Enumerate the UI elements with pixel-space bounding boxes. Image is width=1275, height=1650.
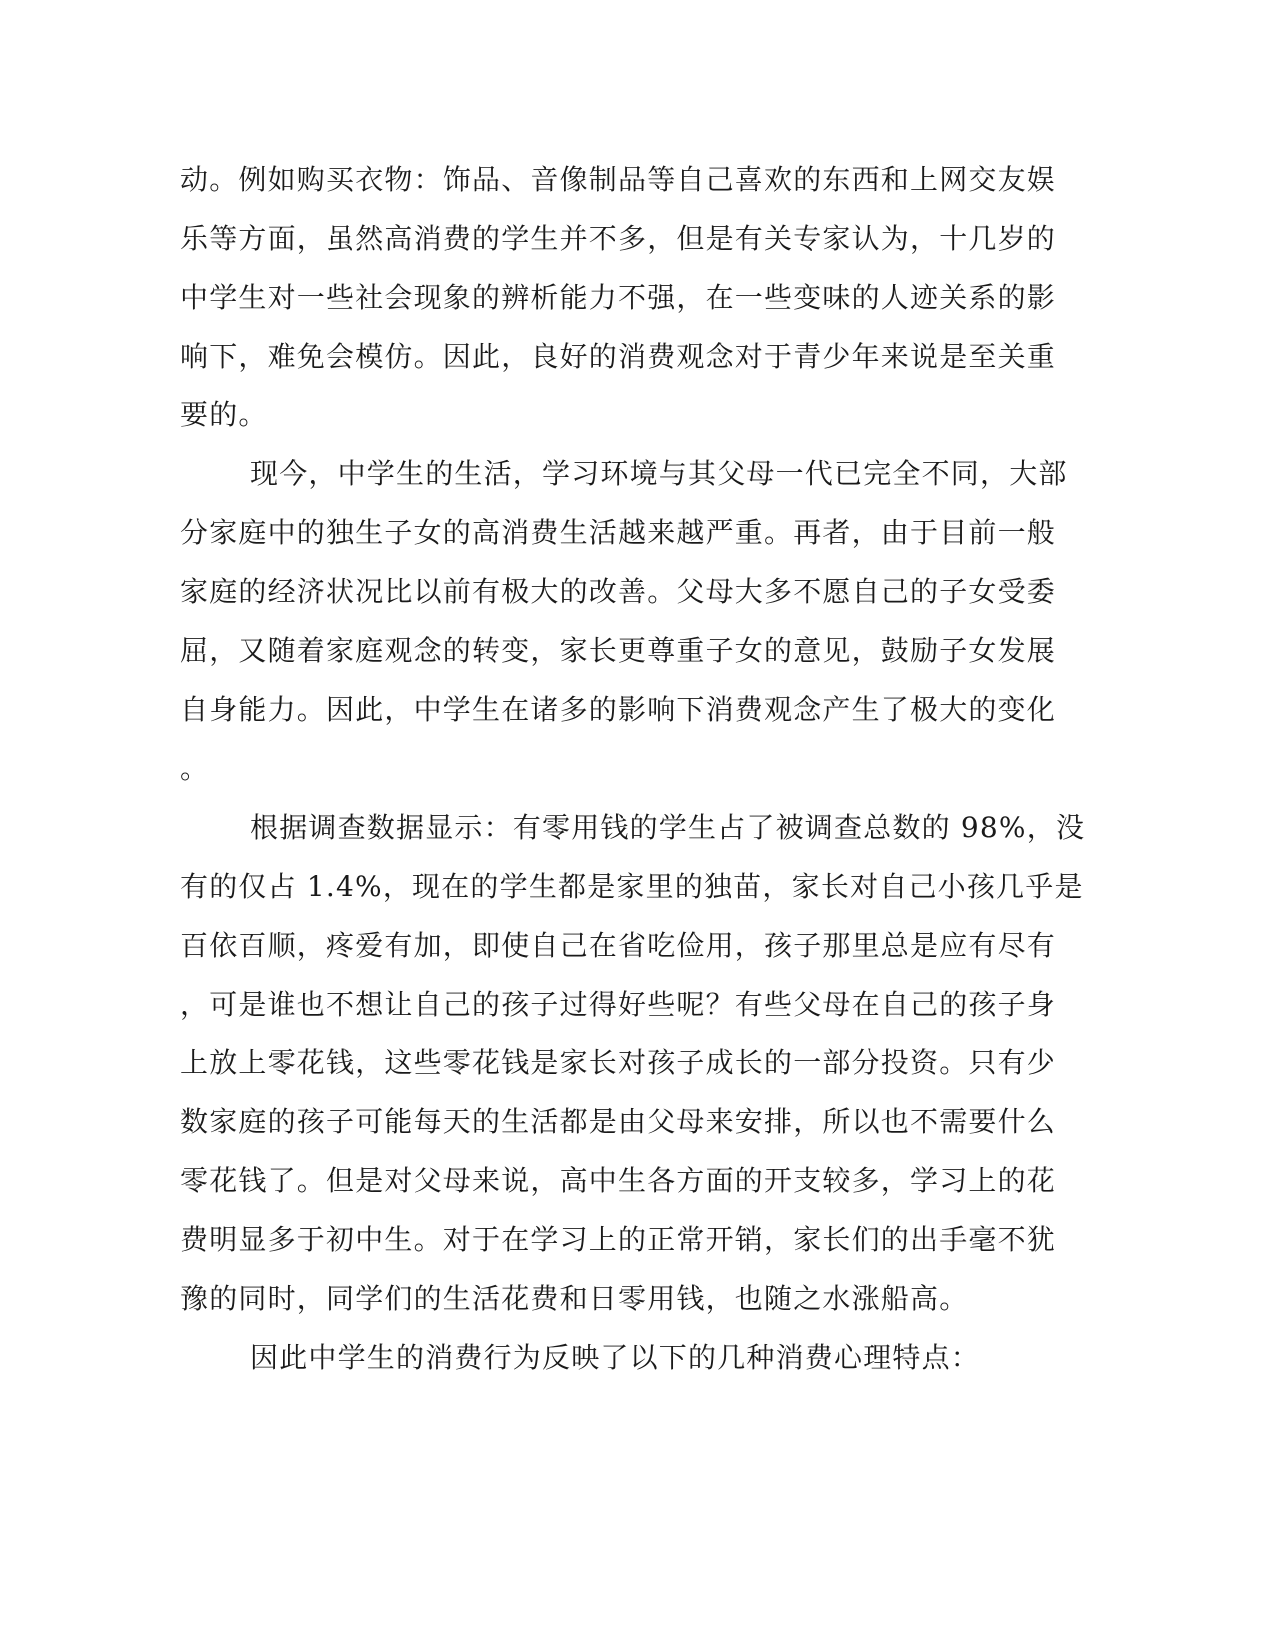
text-line: 自身能力。因此，中学生在诸多的影响下消费观念产生了极大的变化: [180, 693, 1057, 726]
text-line: 屈，又随着家庭观念的转变，家长更尊重子女的意见，鼓励子女发展: [180, 634, 1057, 667]
text-line: 豫的同时，同学们的生活花费和日零用钱，也随之水涨船高。: [180, 1282, 969, 1315]
text-line: 动。例如购买衣物：饰品、音像制品等自己喜欢的东西和上网交友娱: [180, 163, 1057, 196]
text-line: 乐等方面，虽然高消费的学生并不多，但是有关专家认为，十几岁的: [180, 222, 1057, 255]
paragraph-first-line: 因此中学生的消费行为反映了以下的几种消费心理特点：: [250, 1341, 981, 1374]
text-line: 家庭的经济状况比以前有极大的改善。父母大多不愿自己的子女受委: [180, 575, 1057, 608]
text-line: 零花钱了。但是对父母来说，高中生各方面的开支较多，学习上的花: [180, 1164, 1057, 1197]
text-line: 分家庭中的独生子女的高消费生活越来越严重。再者，由于目前一般: [180, 516, 1057, 549]
text-line: 费明显多于初中生。对于在学习上的正常开销，家长们的出手毫不犹: [180, 1223, 1057, 1256]
text-line: 要的。: [180, 398, 268, 431]
text-line: 中学生对一些社会现象的辨析能力不强，在一些变味的人迹关系的影: [180, 281, 1057, 314]
text-line: 有的仅占 1.4%，现在的学生都是家里的独苗，家长对自己小孩几乎是: [180, 870, 1084, 903]
text-line: ，可是谁也不想让自己的孩子过得好些呢？有些父母在自己的孩子身: [180, 988, 1057, 1021]
text-line: 上放上零花钱，这些零花钱是家长对孩子成长的一部分投资。只有少: [180, 1046, 1057, 1079]
paragraph-first-line: 根据调查数据显示：有零用钱的学生占了被调查总数的 98%，没: [250, 811, 1086, 844]
text-line: 百依百顺，疼爱有加，即使自己在省吃俭用，孩子那里总是应有尽有: [180, 929, 1057, 962]
text-line: 响下，难免会模仿。因此，良好的消费观念对于青少年来说是至关重: [180, 340, 1057, 373]
text-line: 数家庭的孩子可能每天的生活都是由父母来安排，所以也不需要什么: [180, 1105, 1057, 1138]
text-line: 。: [180, 752, 210, 785]
paragraph-first-line: 现今，中学生的生活，学习环境与其父母一代已完全不同，大部: [250, 457, 1068, 490]
